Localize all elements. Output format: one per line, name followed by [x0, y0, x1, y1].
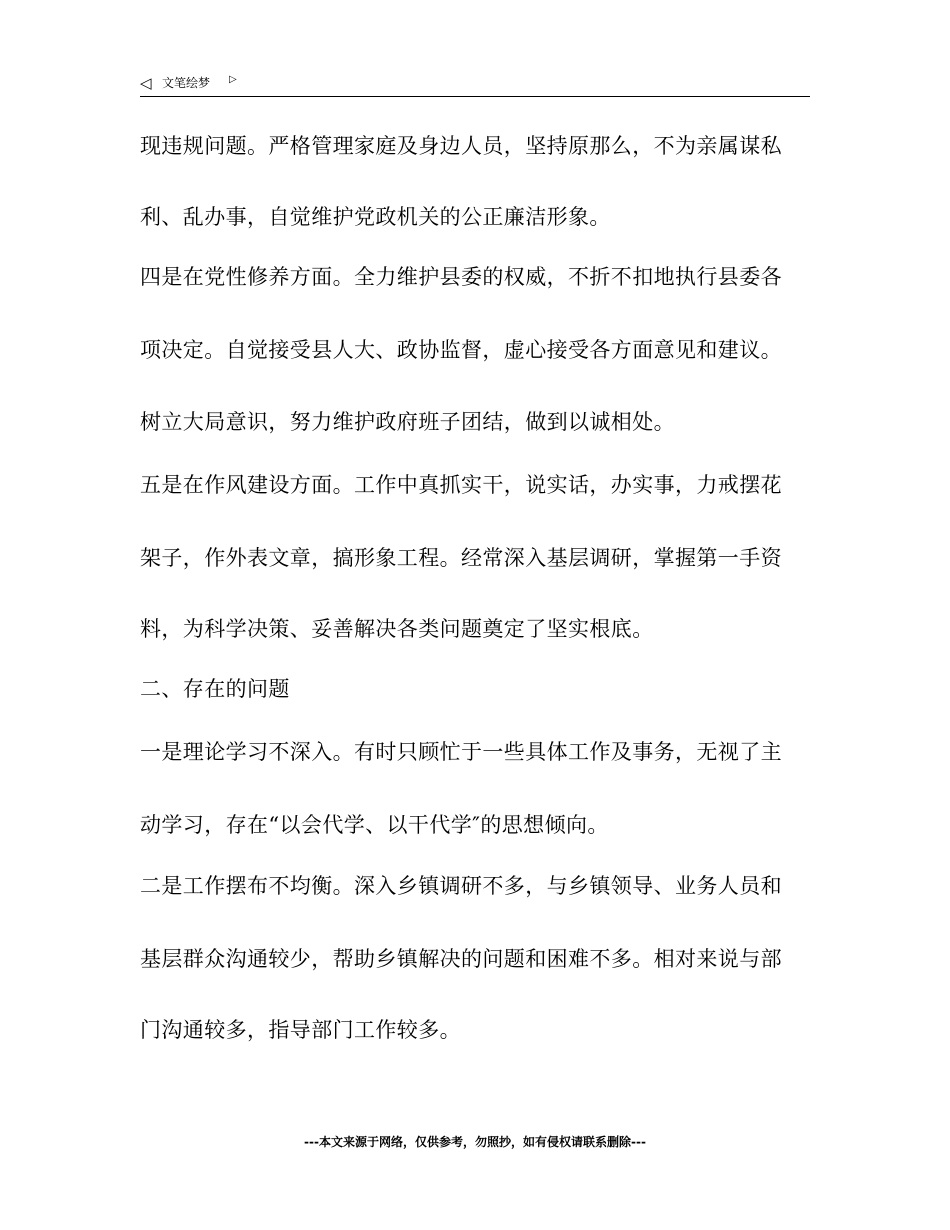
right-triangle-icon: ▷	[229, 74, 237, 85]
body-text-line: 门沟通较多，指导部门工作较多。	[140, 1018, 461, 1042]
header-title: 文笔绘梦	[162, 76, 211, 90]
body-text-line: 四是在党性修养方面。全力维护县委的权威，不折不扣地执行县委各	[140, 265, 782, 289]
body-text-line: 利、乱办事，自觉维护党政机关的公正廉洁形象。	[140, 205, 611, 229]
footer-disclaimer: ---本文来源于网络，仅供参考，勿照抄，如有侵权请联系删除---	[304, 1135, 646, 1149]
page-header	[140, 72, 810, 97]
section-heading: 二、存在的问题	[140, 677, 290, 701]
left-triangle-icon: ◁	[140, 74, 152, 92]
body-text-line: 五是在作风建设方面。工作中真抓实干，说实话，办实事，力戒摆花	[140, 473, 782, 497]
body-text-line: 架子，作外表文章，搞形象工程。经常深入基层调研，掌握第一手资	[140, 546, 782, 570]
body-text-line: 树立大局意识，努力维护政府班子团结，做到以诚相处。	[140, 410, 675, 434]
body-text-line: 二是工作摆布不均衡。深入乡镇调研不多，与乡镇领导、业务人员和	[140, 874, 782, 898]
body-text-line: 一是理论学习不深入。有时只顾忙于一些具体工作及事务，无视了主	[140, 740, 782, 764]
body-text-line: 现违规问题。严格管理家庭及身边人员，坚持原那么，不为亲属谋私	[140, 134, 782, 158]
body-text-line: 料，为科学决策、妥善解决各类问题奠定了坚实根底。	[140, 617, 654, 641]
body-text-line: 动学习，存在“以会代学、以干代学″的思想倾向。	[140, 813, 609, 837]
body-text-line: 项决定。自觉接受县人大、政协监督，虚心接受各方面意见和建议。	[140, 338, 782, 362]
body-text-line: 基层群众沟通较少，帮助乡镇解决的问题和困难不多。相对来说与部	[140, 947, 782, 971]
